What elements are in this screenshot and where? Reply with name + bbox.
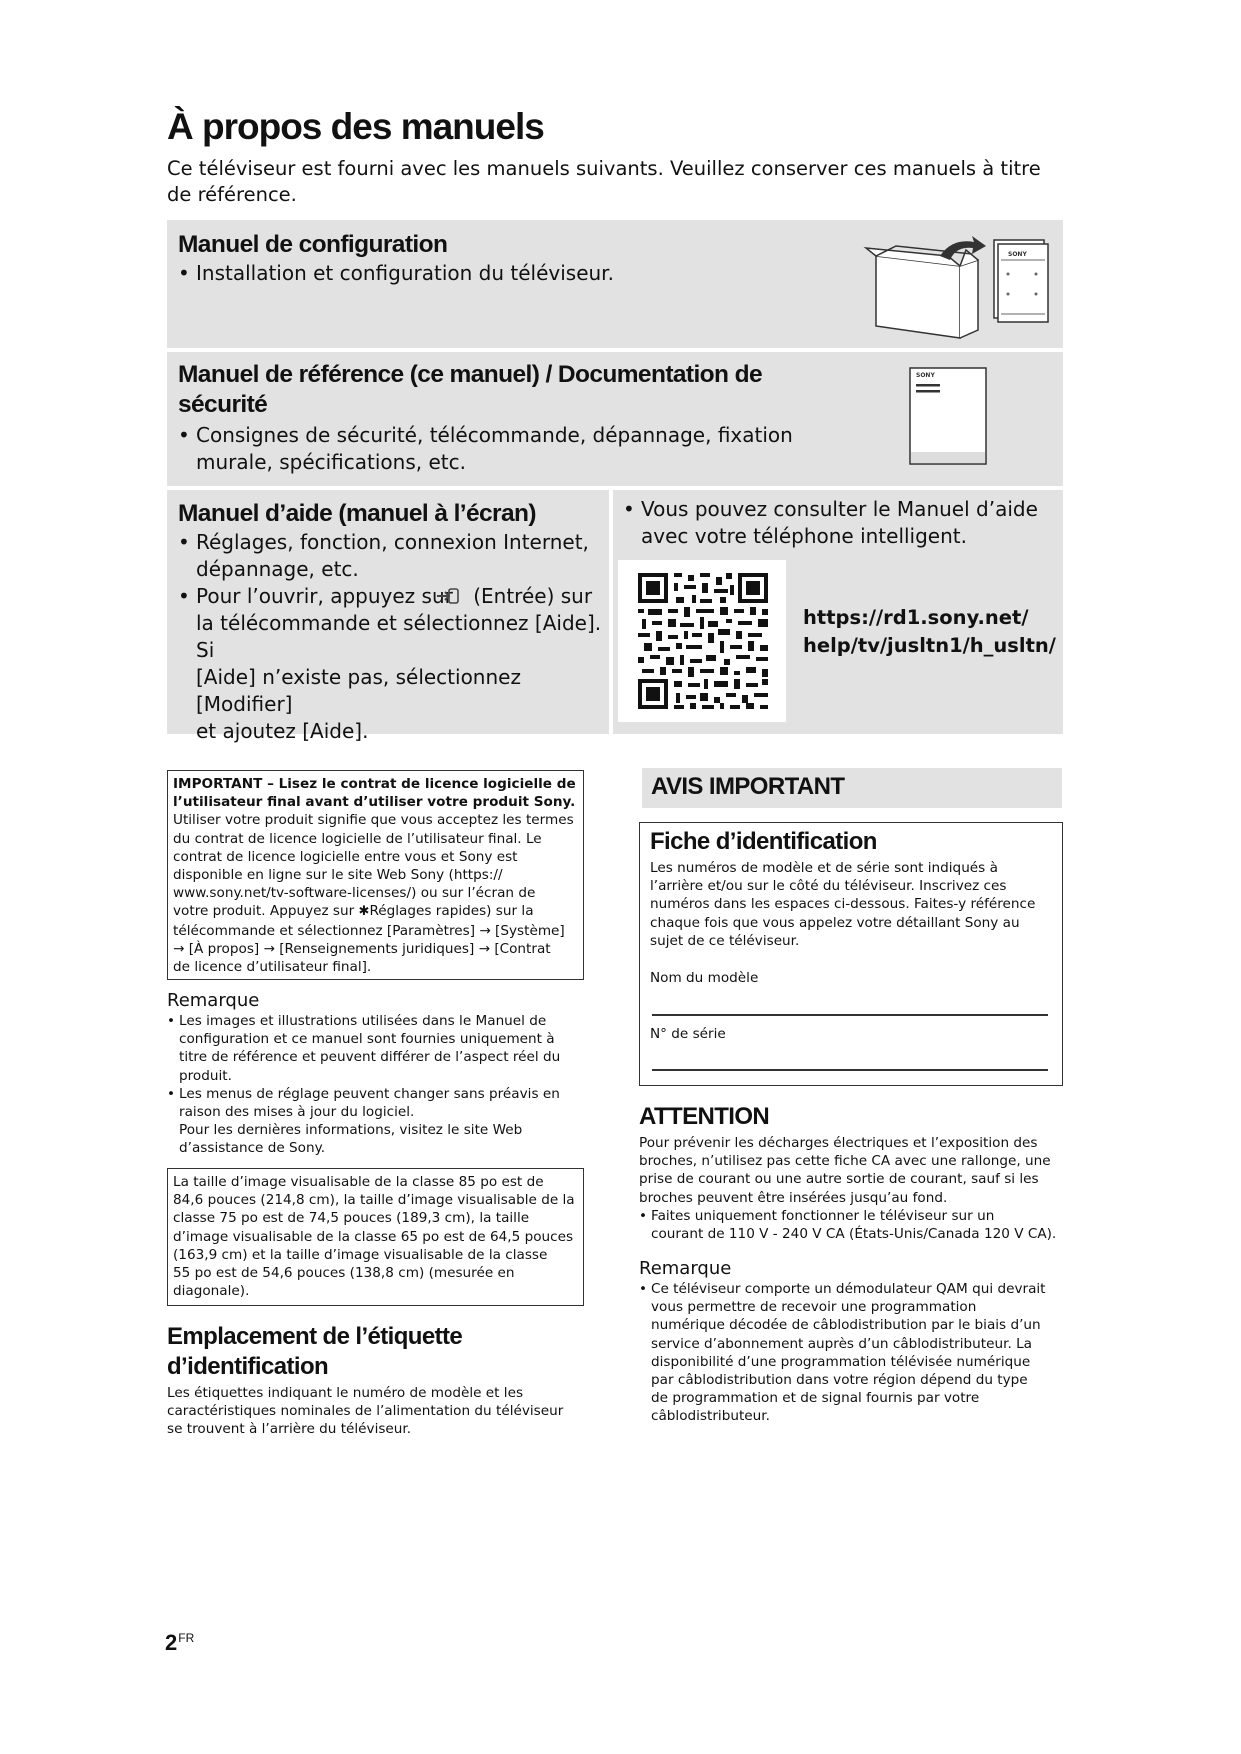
help-url-line1[interactable]: https://rd1.sony.net/	[803, 606, 1029, 629]
setup-manual-box	[167, 220, 1063, 348]
screen-size-line-1: La taille d’image visualisable de la classe 85 po est de	[173, 1174, 544, 1190]
screen-size-box	[167, 1168, 584, 1306]
phone-line2: avec votre téléphone intelligent.	[641, 524, 967, 548]
remark2-line-6: par câblodistribution dans votre région dépend du type	[651, 1372, 1028, 1389]
remark2-section	[639, 1258, 1069, 1426]
license-notice-box	[167, 770, 584, 980]
license-line-9: de licence d’utilisateur final].	[173, 959, 372, 976]
bullet-icon: •	[178, 261, 190, 285]
reference-manual-bullet-1: Consignes de sécurité, télécommande, dépannage, fixation	[196, 423, 793, 447]
attention-line-3: prise de courant ou une autre sortie de courant, sauf si les	[639, 1171, 1039, 1188]
label-location-heading-2: d’identification	[167, 1353, 329, 1380]
page-title: À propos des manuels	[167, 106, 544, 147]
license-bold-1: IMPORTANT – Lisez le contrat de licence logicielle de	[173, 776, 576, 792]
help-manual-heading: Manuel d’aide (manuel à l’écran)	[178, 500, 536, 527]
bullet-icon: •	[167, 1085, 176, 1102]
id-card-heading: Fiche d’identification	[650, 828, 877, 855]
attention-section	[639, 1102, 1069, 1243]
screen-size-line-2: 84,6 pouces (214,8 cm), la taille d’image visualisable de la	[173, 1192, 575, 1209]
page-lang: FR	[178, 1631, 195, 1645]
help-bullet2-line2: la télécommande et sélectionnez [Aide]. Si	[196, 611, 602, 662]
box-and-manual-illustration	[860, 234, 1050, 344]
reference-manual-heading-2: sécurité	[178, 391, 268, 418]
bullet-icon: •	[639, 1281, 648, 1297]
input-icon	[455, 585, 473, 601]
screen-size-line-5: (163,9 cm) et la taille d’image visualisable de la classe	[173, 1246, 548, 1263]
license-line-6b: Réglages rapides) sur la	[369, 903, 534, 920]
remark1-b1-line3: titre de référence et peuvent différer de l’aspect réel du	[179, 1049, 561, 1066]
reference-manual-box	[167, 352, 1063, 486]
screen-size-line-4: d’image visualisable de la classe 65 po est de 64,5 pouces	[173, 1228, 574, 1245]
remark2-heading: Remarque	[639, 1258, 732, 1279]
label-location-line-3: se trouvent à l’arrière du téléviseur.	[167, 1421, 412, 1438]
help-manual-box	[167, 490, 609, 743]
help-bullet1-line2: dépannage, etc.	[196, 557, 359, 581]
license-line-7: télécommande et sélectionnez [Paramètres] → [Système]	[173, 922, 565, 939]
remark1-b2-line2: raison des mises à jour du logiciel.	[179, 1104, 415, 1121]
license-bold-2: l’utilisateur final avant d’utiliser votre produit Sony.	[173, 794, 576, 811]
qr-code[interactable]	[618, 560, 786, 722]
id-card-line-3: numéros dans les espaces ci-dessous. Faites-y référence	[650, 896, 1036, 913]
attention-line-1: Pour prévenir les décharges électriques et l’exposition des	[639, 1135, 1038, 1151]
bullet-icon: •	[639, 1207, 648, 1224]
help-url[interactable]	[803, 604, 1056, 660]
bullet-icon: •	[178, 584, 190, 608]
remark1-b2-line3: Pour les dernières informations, visitez le site Web	[179, 1122, 523, 1139]
label-location-line-2: caractéristiques nominales de l’alimentation du téléviseur	[167, 1403, 564, 1420]
remark1-b1-line2: configuration et ce manuel sont fournies uniquement à	[179, 1031, 555, 1048]
license-line-8: → [À propos] → [Renseignements juridiques] → [Contrat	[173, 940, 551, 957]
remark1-b1-line1: Les images et illustrations utilisées dans le Manuel de	[179, 1013, 547, 1029]
model-name-field[interactable]	[652, 1014, 1048, 1016]
bullet-icon: •	[167, 1013, 176, 1029]
remark2-line-1: Ce téléviseur comporte un démodulateur QAM qui devrait	[651, 1281, 1046, 1297]
attention-bullet-2: courant de 110 V - 240 V CA (États-Unis/Canada 120 V CA).	[651, 1226, 1057, 1243]
remark1-b1-line4: produit.	[179, 1067, 232, 1084]
license-line-2: du contrat de licence logicielle de l’utilisateur final. Le	[173, 830, 542, 847]
bullet-icon: •	[178, 423, 190, 447]
screen-size-line-7: diagonale).	[173, 1283, 250, 1300]
remark1-b2-line1: Les menus de réglage peuvent changer sans préavis en	[179, 1085, 560, 1102]
bullet-icon: •	[178, 530, 190, 554]
help-bullet2-line3: [Aide] n’existe pas, sélectionnez [Modifier]	[196, 665, 521, 716]
reference-manual-bullet-2: murale, spécifications, etc.	[196, 450, 466, 474]
manual-booklet-illustration	[908, 366, 990, 466]
phone-line1: Vous pouvez consulter le Manuel d’aide	[641, 497, 1038, 521]
license-line-4: disponible en ligne sur le site Web Sony (https://	[173, 867, 503, 884]
screen-size-line-3: classe 75 po est de 74,5 pouces (189,3 cm), la taille	[173, 1210, 530, 1227]
bullet-icon: •	[623, 497, 635, 521]
setup-manual-heading: Manuel de configuration	[178, 231, 448, 258]
label-location-heading-1: Emplacement de l’étiquette	[167, 1323, 463, 1350]
id-card-line-2: l’arrière et/ou sur le côté du téléviseur. Inscrivez ces	[650, 878, 1007, 895]
sony-logo: SONY	[1008, 251, 1027, 258]
label-location-line-1: Les étiquettes indiquant le numéro de modèle et les	[167, 1385, 524, 1401]
model-name-label: Nom du modèle	[650, 970, 759, 986]
sony-logo: SONY	[916, 372, 935, 379]
license-line-3: contrat de licence logicielle entre vous et Sony est	[173, 848, 518, 865]
remark2-line-3: numérique décodée de câblodistribution par le biais d’un	[651, 1317, 1041, 1334]
remark-section	[167, 990, 587, 1158]
help-bullet1-line1: Réglages, fonction, connexion Internet,	[196, 530, 589, 554]
remark2-line-5: disponibilité d’une programmation télévisée numérique	[651, 1353, 1031, 1370]
attention-bullet-1: Faites uniquement fonctionner le téléviseur sur un	[651, 1207, 995, 1224]
remark2-line-8: câblodistributeur.	[651, 1408, 770, 1425]
attention-line-2: broches, n’utilisez pas cette fiche CA avec une rallonge, une	[639, 1153, 1051, 1170]
setup-manual-bullet: Installation et configuration du téléviseur.	[196, 261, 614, 285]
page-number-value: 2	[165, 1630, 178, 1655]
license-line-6a: votre produit. Appuyez sur	[173, 903, 359, 920]
intro-text: Ce téléviseur est fourni avec les manuels suivants. Veuillez conserver ces manuels à titre de référence.	[167, 157, 1041, 206]
avis-important-heading: AVIS IMPORTANT	[651, 773, 845, 800]
id-card-line-5: sujet de ce téléviseur.	[650, 932, 800, 949]
page-number	[165, 1630, 194, 1656]
serial-number-label: N° de série	[650, 1026, 726, 1042]
avis-important-banner	[642, 768, 1062, 808]
attention-line-4: broches peuvent être insérées jusqu’au fond.	[639, 1189, 948, 1206]
id-card-line-4: chaque fois que vous appelez votre détaillant Sony au	[650, 914, 1020, 931]
id-card-line-1: Les numéros de modèle et de série sont indiqués à	[650, 860, 998, 876]
identification-card-box	[639, 822, 1063, 1086]
help-bullet2-line1b: (Entrée) sur	[473, 584, 593, 608]
serial-number-field[interactable]	[652, 1069, 1048, 1071]
license-line-5: www.sony.net/tv-software-licenses/) ou sur l’écran de	[173, 885, 536, 902]
screen-size-line-6: 55 po est de 54,6 pouces (138,8 cm) (mesurée en	[173, 1265, 515, 1282]
help-bullet2-line4: et ajoutez [Aide].	[196, 719, 369, 743]
remark-heading: Remarque	[167, 990, 260, 1011]
remark1-b2-line4: d’assistance de Sony.	[179, 1140, 326, 1157]
attention-heading: ATTENTION	[639, 1103, 770, 1130]
label-location-section	[167, 1322, 587, 1439]
help-url-line2[interactable]: help/tv/jusltn1/h_usltn/	[803, 634, 1056, 657]
license-line-1: Utiliser votre produit signifie que vous acceptez les termes	[173, 812, 574, 829]
remark2-line-7: de programmation et de signal fournis par votre	[651, 1390, 980, 1407]
quick-settings-icon: ✱	[358, 904, 370, 920]
remark2-line-2: vous permettre de recevoir une programmation	[651, 1299, 977, 1316]
remark2-line-4: service d’abonnement auprès d’un câblodistributeur. La	[651, 1335, 1032, 1352]
reference-manual-heading-1: Manuel de référence (ce manuel) / Documentation de	[178, 361, 763, 388]
help-bullet2-line1a: Pour l’ouvrir, appuyez sur	[196, 584, 460, 608]
qr-code-graphic	[618, 560, 786, 722]
